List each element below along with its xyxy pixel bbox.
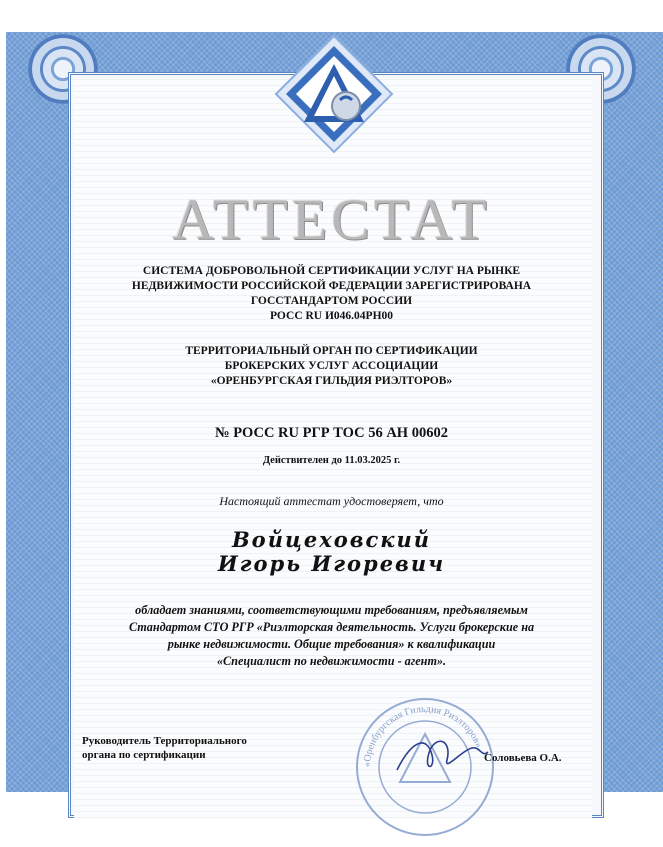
certificate-number: № РОСС RU РГР ТОС 56 АН 00602: [215, 425, 448, 441]
certifies-text: Настоящий аттестат удостоверяет, что: [219, 494, 444, 508]
system-line: ГОССТАНДАРТОМ РОССИИ: [250, 295, 413, 307]
organ-text: [0, 344, 663, 389]
footer-position: [82, 734, 247, 762]
system-line: СИСТЕМА ДОБРОВОЛЬНОЙ СЕРТИФИКАЦИИ УСЛУГ НА РЫНКЕ: [142, 265, 521, 277]
valid-until: Действителен до 11.03.2025 г.: [262, 455, 401, 466]
system-text: [0, 264, 663, 324]
organ-line: БРОКЕРСКИХ УСЛУГ АССОЦИАЦИИ: [224, 360, 439, 372]
system-line: РОСС RU И046.04РН00: [269, 310, 394, 322]
certificate-title: АТТЕСТАТ: [172, 187, 491, 252]
footer-line: Руководитель Территориального: [82, 735, 247, 747]
organ-line: «ОРЕНБУРГСКАЯ ГИЛЬДИЯ РИЭЛТОРОВ»: [210, 375, 453, 387]
signature: [392, 730, 492, 780]
holder-given-names: Игорь Игоревич: [217, 551, 446, 576]
holder-surname: Войцеховский: [231, 527, 432, 552]
qualification-text: [0, 602, 663, 670]
holder-name: [0, 528, 663, 576]
description-line: обладает знаниями, соответствующими требованиям, предъявляемым: [135, 603, 528, 617]
footer-line: органа по сертификации: [82, 749, 206, 761]
stamp-text: «Оренбургская Гильдия Риэлторов»: [361, 703, 485, 768]
description-line: «Специалист по недвижимости - агент».: [216, 654, 447, 668]
system-line: НЕДВИЖИМОСТИ РОССИЙСКОЙ ФЕДЕРАЦИИ ЗАРЕГИСТРИРОВАНА: [131, 280, 532, 292]
guild-logo-icon: [274, 34, 394, 154]
description-line: Стандартом СТО РГР «Риэлторская деятельность. Услуги брокерские на: [128, 620, 535, 634]
description-line: рынке недвижимости. Общие требования» к квалификации: [167, 637, 496, 651]
signatory-name: Соловьева О.А.: [484, 752, 562, 764]
organ-line: ТЕРРИТОРИАЛЬНЫЙ ОРГАН ПО СЕРТИФИКАЦИИ: [185, 345, 478, 357]
